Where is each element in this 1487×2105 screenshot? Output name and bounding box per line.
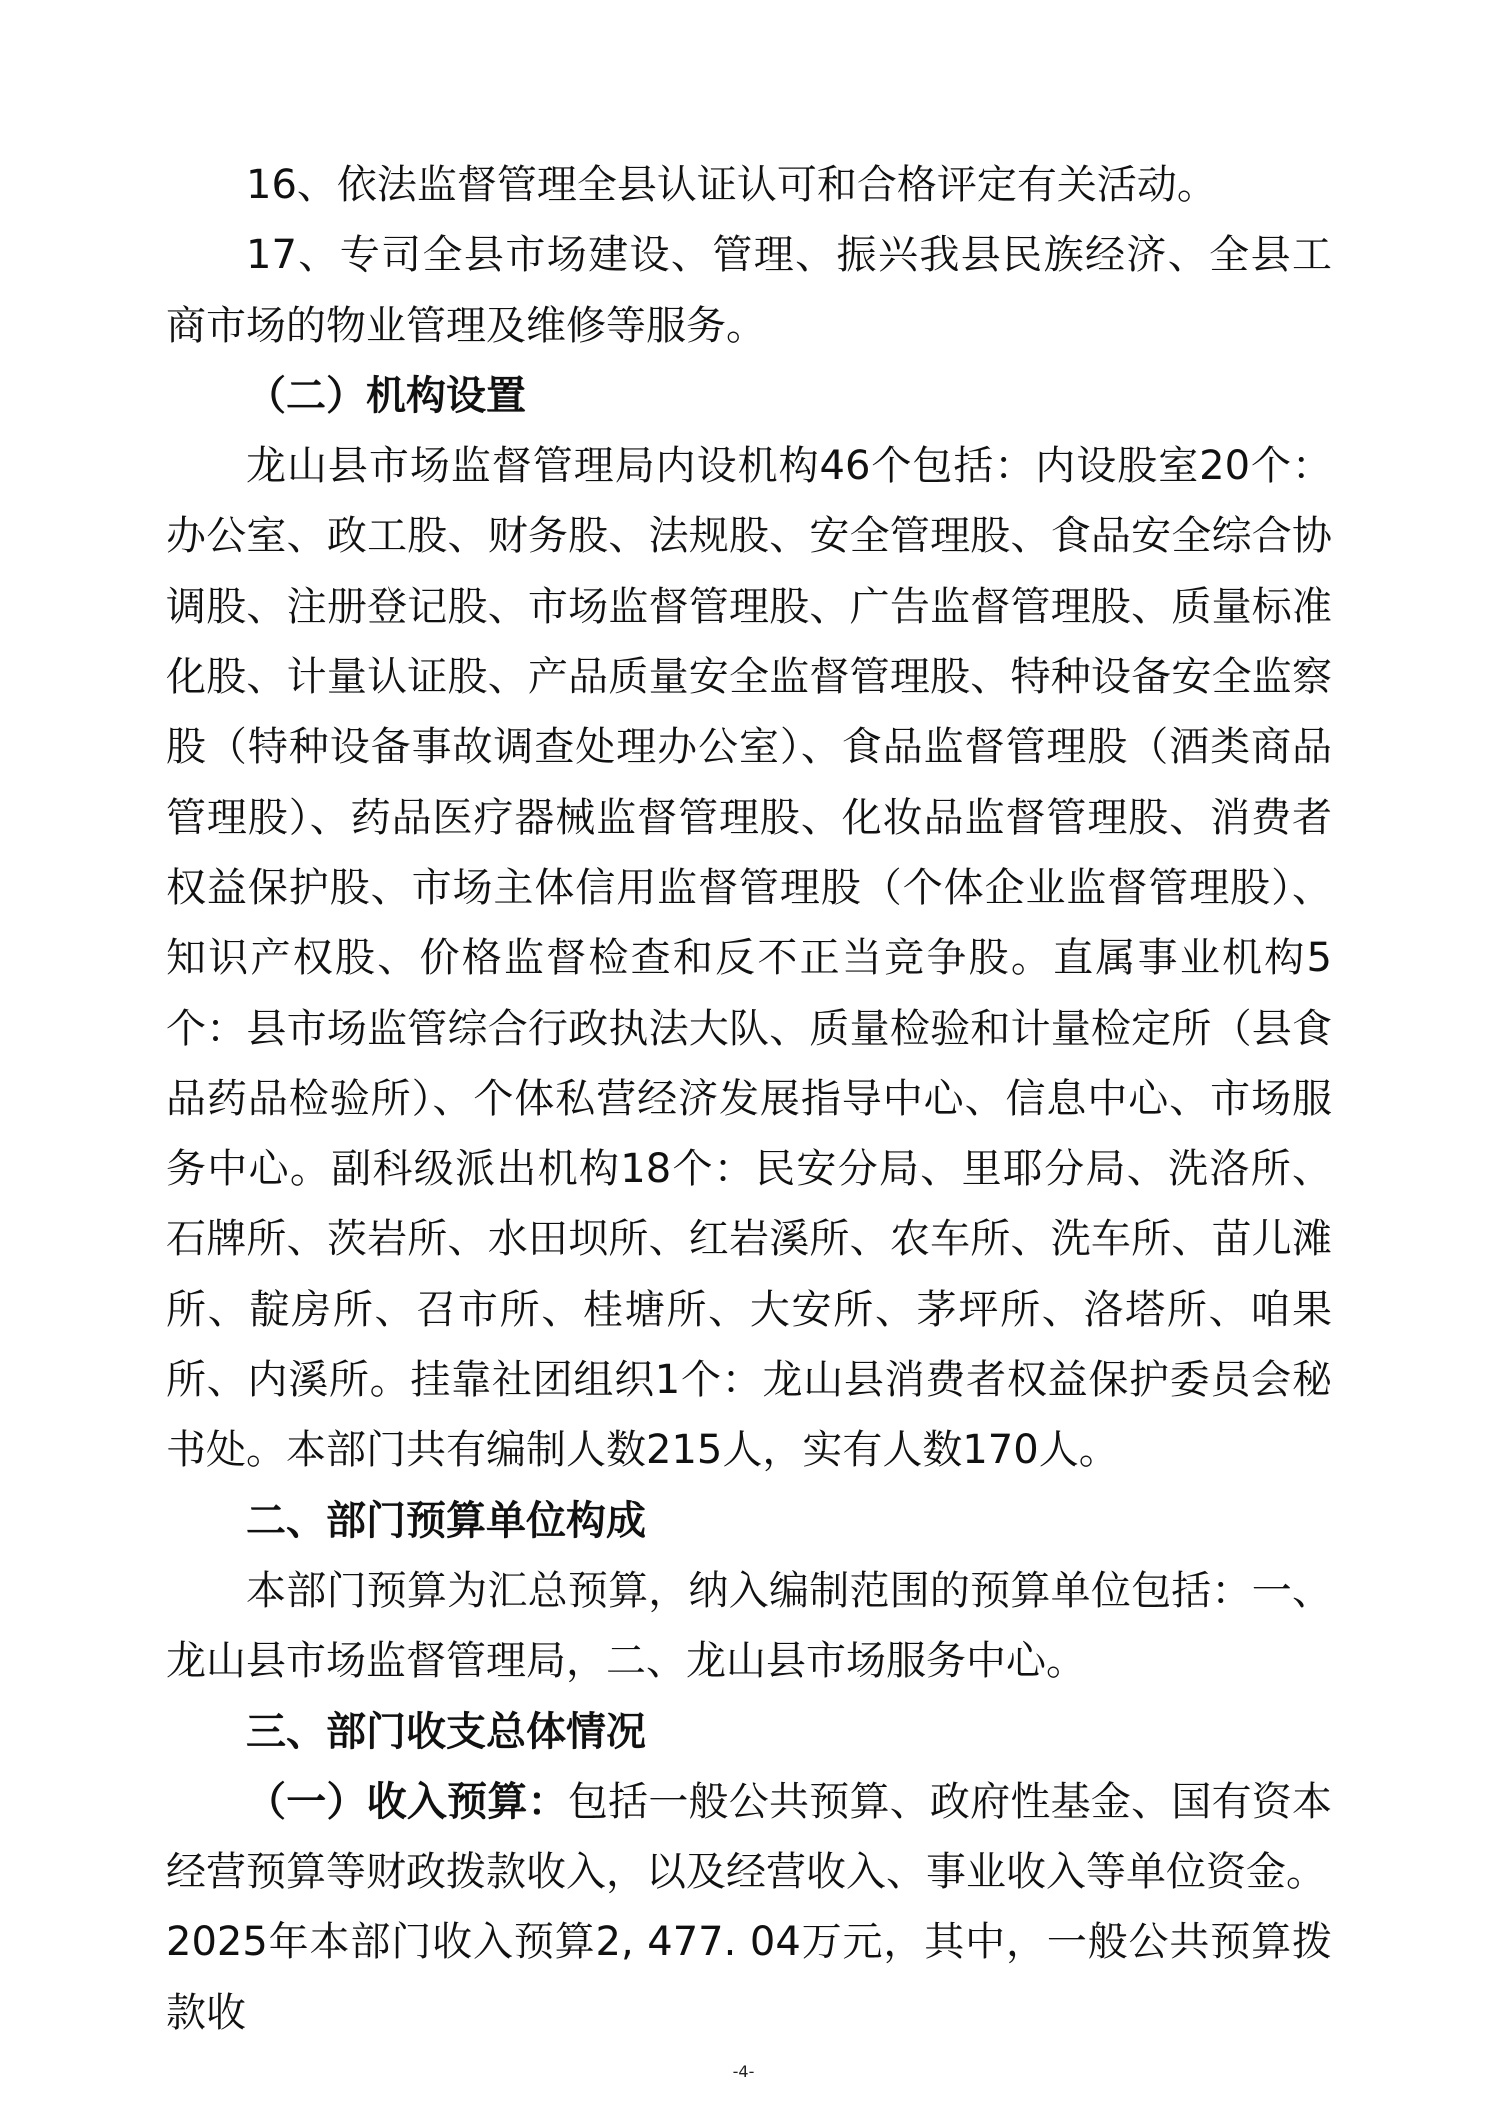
body-paragraph: 龙山县市场监督管理局内设机构46个包括：内设股室20个：办公室、政工股、财务股、法规股、安全管理股、食品安全综合协调股、注册登记股、市场监督管理股、广告监督管理股、质量标准化股、计量认证股、产品质量安全监督管理股、特种设备安全监察股（特种设备事故调查处理办公室）、食品监督管理股（酒类商品管理股）、药品医疗器械监督管理股、化妆品监督管理股、消费者权益保护股、市场主体信用监督管理股（个体企业监督管理股）、知识产权股、价格监督检查和反不正当竞争股。直属事业机构5个：县市场监管综合行政执法大队、质量检验和计量检定所（县食品药品检验所）、个体私营经济发展指导中心、信息中心、市场服务中心。副科级派出机构18个：民安分局、里耶分局、洗洛所、石牌所、茨岩所、水田坝所、红岩溪所、农车所、洗车所、苗儿滩所、靛房所、召市所、桂塘所、大安所、茅坪所、洛塔所、咱果所、内溪所。挂靠社团组织1个：龙山县消费者权益保护委员会秘书处。本部门共有编制人数215人，实有人数170人。	[166, 443, 1332, 1474]
income-paragraph	[166, 1767, 1332, 2048]
section-heading: 二、部门预算单位构成	[246, 1497, 646, 1544]
document-body	[166, 150, 1332, 2048]
list-item: 16、依法监督管理全县认证认可和合格评定有关活动。	[246, 162, 1217, 208]
section-heading: （二）机构设置	[246, 372, 526, 419]
section-heading: 三、部门收支总体情况	[246, 1708, 646, 1755]
income-body: 包括一般公共预算、政府性基金、国有资本经营预算等财政拨款收入，以及经营收入、事业收入等单位资金。	[166, 1778, 1333, 1896]
page-number: -4-	[732, 2062, 755, 2081]
body-paragraph: 本部门预算为汇总预算，纳入编制范围的预算单位包括：一、龙山县市场监督管理局，二、龙山县市场服务中心。	[166, 1567, 1332, 1685]
income-body-figures: 2025年本部门收入预算2, 477. 04万元，其中，一般公共预算拨款收	[166, 1919, 1332, 2036]
income-heading-lead: （一）收入预算：	[246, 1778, 568, 1825]
list-item: 17、专司全县市场建设、管理、振兴我县民族经济、全县工商市场的物业管理及维修等服务。	[166, 232, 1332, 349]
